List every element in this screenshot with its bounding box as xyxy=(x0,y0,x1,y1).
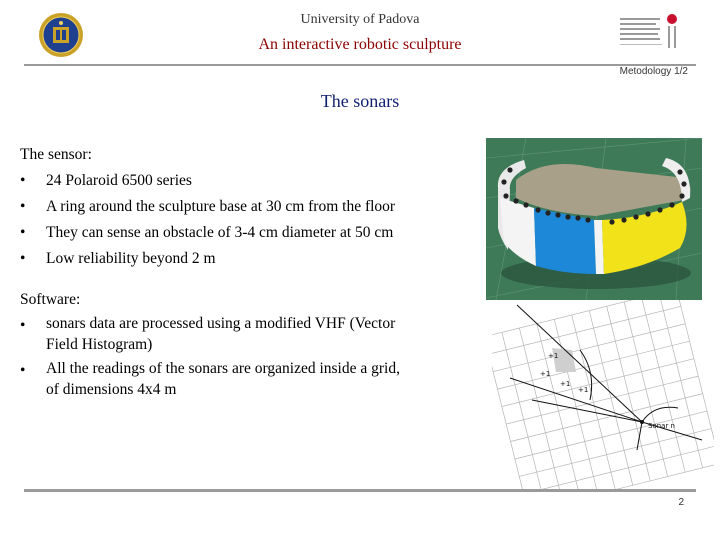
sculpture-photo xyxy=(486,138,702,300)
list-item: • 24 Polaroid 6500 series xyxy=(20,172,192,189)
list-item: • sonars data are processed using a modified VHF (Vector Field Histogram) xyxy=(20,315,396,353)
section-label: Metodology 1/2 xyxy=(619,66,688,77)
header-rule xyxy=(24,64,696,66)
grid-mark: +1 xyxy=(560,380,571,388)
software-heading: Software: xyxy=(20,291,81,308)
grid-mark: +1 xyxy=(578,386,589,394)
list-item: • Low reliability beyond 2 m xyxy=(20,250,216,267)
dei-logo-icon xyxy=(618,12,684,52)
footer-rule xyxy=(24,489,696,492)
slide-title: The sonars xyxy=(320,91,400,111)
list-item: • They can sense an obstacle of 3-4 cm diameter at 50 cm xyxy=(20,224,394,241)
sonar-label: Sonar n xyxy=(648,422,675,430)
grid-mark: +1 xyxy=(548,352,559,360)
software-section xyxy=(20,287,400,400)
header-university: University of Padova xyxy=(300,12,420,27)
page-number: 2 xyxy=(678,497,684,508)
grid-mark: +1 xyxy=(540,370,551,378)
list-item: • All the readings of the sonars are organized inside a grid, of dimensions 4x4 m xyxy=(20,360,400,398)
header-title: An interactive robotic sculpture xyxy=(258,36,462,53)
list-item: • A ring around the sculpture base at 30 cm from the floor xyxy=(20,198,396,215)
sensor-section xyxy=(20,142,395,272)
sonar-grid-diagram xyxy=(492,300,714,490)
sensor-heading: The sensor: xyxy=(20,146,92,163)
